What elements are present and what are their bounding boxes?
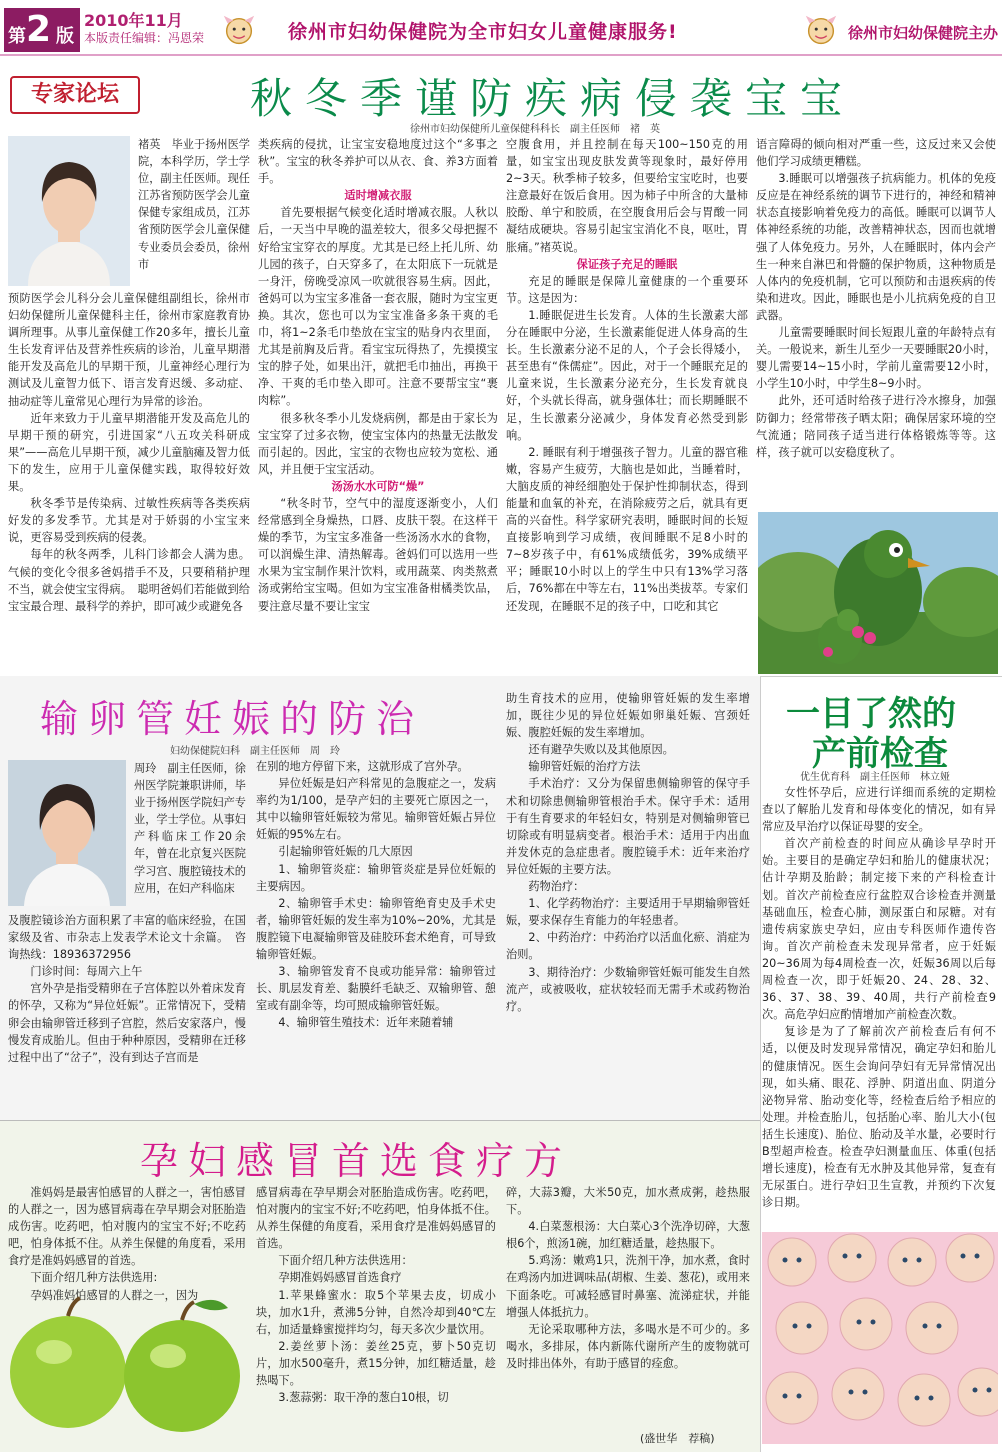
paragraph: 类疾病的侵扰，让宝宝安稳地度过这个“多事之秋”。宝宝的秋冬养护可以从衣、食、养3方面着手。 xyxy=(258,138,498,186)
paragraph: 还有避孕失败以及其他原因。 xyxy=(528,743,674,757)
paragraph: 1、化学药物治疗：主要适用于早期输卵管妊娠，要求保存生育能力的年轻患者。 xyxy=(506,897,750,928)
paragraph: 2、输卵管手术史：输卵管绝育史及手术史者，输卵管妊娠的发生率为10%~20%，尤其是腹腔镜下电凝输卵管及硅胶环套术绝育，可导致输卵管妊娠。 xyxy=(256,896,496,962)
article4-byline: 优生优育科 副主任医师 林立娅 xyxy=(800,772,950,783)
article4-title-line1: 一目了然的 xyxy=(786,694,956,734)
paragraph: 药物治疗： xyxy=(528,880,585,894)
section-tag: 专家论坛 xyxy=(10,76,140,114)
article1-subhead-soup: 汤汤水水可防“燥” xyxy=(331,479,425,493)
paragraph: 空腹食用，并且控制在每天100~150克的用量，如宝宝出现皮肤发黄等现象时，最好停用2~3天。秋季柿子较多，但要给宝宝吃时，也要注意最好在饭后食用。因为柿子中所含的大量柿胶酚、单宁和胶质，在空腹食用后会与胃酸一同凝结成硬块。容易引起宝宝消化不良，呕吐，胃胀痛。”褚英说。 xyxy=(506,138,748,254)
paragraph: 4.白菜葱根汤：大白菜心3个洗净切碎，大葱根6个，煎汤1碗，加红糖适量，趁热服下。 xyxy=(506,1220,750,1251)
article1-col1-intro xyxy=(138,136,250,292)
paragraph: 助生育技术的应用，使输卵管妊娠的发生率增加，既往少见的异位妊娠如卵巢妊娠、宫颈妊娠、腹腔妊娠的发生率增加。 xyxy=(506,692,750,740)
issue-date: 2010年11月 xyxy=(84,11,183,30)
author1-intro: 褚英 毕业于扬州医学院，本科学历，学士学位，副主任医师。现任江苏省预防医学会儿童保健专家组成员，江苏省预防医学会儿童保健专业委员会委员，徐州市 xyxy=(138,138,250,271)
author1-photo xyxy=(8,136,130,286)
paragraph: 预防医学会儿科分会儿童保健组副组长，徐州市妇幼保健所儿童保健科主任，徐州市家庭教育协调所理事。从事儿童保健工作20多年，擅长儿童生长发育评估及营养性疾病的诊治，儿童早期潜能开发及高危儿的早期干预，儿童神经心理行为测试及儿童智力低下、语言发育迟缓、多动症、抽动症等儿童常见心理行为异常的诊治。 xyxy=(8,292,250,408)
paragraph: 此外，还可适时给孩子进行冷水擦身，加强防御力；经常带孩子晒太阳；确保居家环境的空气流通；陪同孩子适当进行体格锻炼等等。这样，孩子就可以安稳度秋了。 xyxy=(756,394,996,459)
article2-subhead-treatment: 输卵管妊娠的治疗方法 xyxy=(528,760,641,774)
paragraph: 门诊时间：每周六上午 xyxy=(30,965,143,979)
page-number-badge xyxy=(4,8,80,52)
baby-dolls-icon xyxy=(762,1232,998,1444)
paragraph: 每年的秋冬两季，儿科门诊都会人满为患。气候的变化令很多爸妈措手不及，只要稍稍护理不当，就会使宝宝得病。 聪明爸妈们若能做到给宝宝最合理、最科学的养护，即可减少或避免各 xyxy=(8,548,250,613)
portrait-icon xyxy=(8,136,130,286)
article2-col3 xyxy=(506,690,750,1118)
page-prefix: 第 xyxy=(8,26,26,47)
paragraph: 异位妊娠是妇产科常见的急腹症之一，发病率约为1/100，是孕产妇的主要死亡原因之一，其中以输卵管妊娠较为常见。输卵管妊娠占异位妊娠的95%左右。 xyxy=(256,777,496,842)
masthead xyxy=(0,0,1002,58)
paragraph: 复诊是为了了解前次产前检查后有何不适，以便及时发现异常情况，确定孕妇和胎儿的健康情况。医生会询问孕妇有无异常情况出现，如头痛、眼花、浮肿、阴道出血、阴道分泌物异常、胎动变化等，经检查后给予相应的处理。并检查胎儿，包括胎心率、胎儿大小(包括生长速度)、胎位、胎动及羊水量，必要时行B型超声检查。检查孕妇测量血压、体重(包括增长速度)，检查有无水肿及其他异常，复查有无尿蛋白。进行孕妇卫生宣教，并预约下次复诊日期。 xyxy=(762,1025,996,1210)
masthead-sponsor: 徐州市妇幼保健院主办 xyxy=(848,24,999,42)
paragraph: 3、期待治疗：少数输卵管妊娠可能发生自然流产，或被吸收，症状较轻而无需手术或药物治疗。 xyxy=(506,965,750,1013)
paragraph: 下面介绍几种方法供选用： xyxy=(278,1254,413,1268)
paragraph: 下面介绍几种方法供选用: xyxy=(30,1271,158,1285)
article3-col3 xyxy=(506,1184,750,1424)
paragraph: 4、输卵管生殖技术：近年来随着辅 xyxy=(278,1016,454,1030)
paragraph: 首先要根据气候变化适时增减衣服。人秋以后，一天当中早晚的温差较大，很多父母把握不好给宝宝穿衣的厚度。尤其是已经上托儿所、幼儿园的孩子，白天穿多了，在太阳底下一玩就是一身汗，傍晚受凉风一吹就很容易生病。因此，爸妈可以为宝宝多准备一套衣服，随时为宝宝更换。其次，您也可以为宝宝准备多条干爽的毛巾，将1~2条毛巾垫放在宝宝的贴身内衣里面，尤其是前胸及后背。看宝宝玩得热了，先摸摸宝宝的脖子处，如果出汗，就把毛巾抽出，再换干净、干爽的毛巾垫入即可。注意不要帮宝宝“裹肉粽”。 xyxy=(258,206,498,408)
page-number: 2 xyxy=(26,9,52,50)
article1-col3 xyxy=(506,136,748,670)
article1-col2 xyxy=(258,136,498,670)
article1-byline: 徐州市妇幼保健所儿童保健科科长 副主任医师 褚 英 xyxy=(410,124,660,135)
paragraph: 手术治疗：又分为保留患侧输卵管的保守手术和切除患侧输卵管根治手术。保守手术：适用于有生育要求的年轻妇女，特别是对侧输卵管已切除或有明显病变者。根治手术：适用于内出血并发休克的急症患者。腹腔镜手术：近年来治疗异位妊娠的主要方法。 xyxy=(506,777,750,876)
article3-col2 xyxy=(256,1184,496,1446)
paragraph: 2、中药治疗：中药治疗以活血化瘀、消症为治则。 xyxy=(506,931,750,962)
paragraph: 语言障碍的倾向相对严重一些，这反过来又会使他们学习成绩更糟糕。 xyxy=(756,138,996,169)
paragraph: 及腹腔镜诊治方面积累了丰富的临床经验，在国家级及省、市杂志上发表学术论文十余篇。 咨询热线：18936372956 xyxy=(8,914,246,962)
paragraph: 首次产前检查的时间应从确诊早孕时开始。主要目的是确定孕妇和胎儿的健康状况；估计孕期及胎龄；制定接下来的产科检查计划。首次产前检查应行盆腔双合诊检查并测量基础血压，检查心肺，测尿蛋白和尿糖。对有遗传病家族史孕妇，应由专科医师作遗传咨询。首次产前检查未发现异常者，应于妊娠20~36周为每4周检查一次，妊娠36周以后每周检查一次，即于妊娠20、24、28、32、36、37、38、39、40周，共行产前检查9次。高危孕妇应酌情增加产前检查次数。 xyxy=(762,837,996,1022)
paragraph: 3.葱蒜粥：取干净的葱白10根，切 xyxy=(278,1391,449,1405)
paragraph: 1、输卵管炎症：输卵管炎症是异位妊娠的主要病因。 xyxy=(256,862,496,893)
portrait-icon xyxy=(8,760,126,906)
paragraph: “秋冬时节，空气中的湿度逐渐变小，人们经常感到全身燥热，口唇、皮肤干裂。在这样干燥的季节，为宝宝多准备一些汤汤水水的食物，可以润燥生津、清热解毒。爸妈们可以选用一些水果为宝宝制作果汁饮料，或用蔬菜、肉类熬煮汤或粥给宝宝喝。但如为宝宝准备柑橘类饮品，要注意尽量不要让宝宝 xyxy=(258,496,498,613)
paragraph: 1.睡眠促进生长发育。人体的生长激素大部分在睡眠中分泌，生长激素能促进人体身高的生长。生长激素分泌不足的人，个子会长得矮小，甚至患有“侏儒症”。因此，对于一个睡眠充足的儿童来说，生长激素分泌充分，生长发育就良好，个头就长得高，就身强体壮；而长期睡眠不足，生长激素分泌减少，身体发育必然受到影响。 xyxy=(506,308,748,442)
babies-photo xyxy=(762,1232,998,1444)
article2-title: 输卵管妊娠的防治 xyxy=(40,697,425,741)
paragraph: 无论采取哪种方法，多喝水是不可少的。多喝水，多排尿，体内新陈代谢所产生的废物就可及时排出体外，有助于感冒的痊愈。 xyxy=(506,1322,750,1370)
page-editor: 本版责任编辑：冯恩荣 xyxy=(84,31,205,45)
article2-subhead-causes: 引起输卵管妊娠的几大原因 xyxy=(278,845,413,859)
page-suffix: 版 xyxy=(56,26,74,47)
paragraph: 很多秋冬季小儿发烧病例，都是由于家长为宝宝穿了过多衣物，使宝宝体内的热量无法散发而引起的。因此，宝宝的衣物也应较为宽松、通风，并且便于宝宝活动。 xyxy=(258,411,498,476)
masthead-slogan: 徐州市妇幼保健院为全市妇女儿童健康服务! xyxy=(288,21,678,43)
section-divider xyxy=(0,1120,760,1121)
article3-credit: (盛世华 荐稿) xyxy=(640,1432,715,1445)
article1-subhead-sleep: 保证孩子充足的睡眠 xyxy=(576,257,678,271)
paragraph: 准妈妈是最害怕感冒的人群之一，害怕感冒的人群之一，因为感冒病毒在孕早期会对胚胎造成伤害。吃药吧，怕对腹内的宝宝不好;不吃药吧，怕身体抵不住。从养生保健的角度看，采用食疗是准妈妈感冒的首选。 xyxy=(8,1186,246,1268)
paragraph: 碎，大蒜3瓣，大米50克，加水煮成粥，趁热服下。 xyxy=(506,1186,750,1217)
green-apples-icon xyxy=(6,1290,246,1440)
paragraph: 1.苹果蜂蜜水：取5个苹果去皮，切成小块，加水1升，煮沸5分钟，自然冷却到40℃左右，加适量蜂蜜搅拌均匀，每天多次少量饮用。 xyxy=(256,1288,496,1336)
cartoon-baby-icon xyxy=(220,12,258,50)
cartoon-baby-icon xyxy=(802,12,840,50)
paragraph: 宫外孕是指受精卵在子宫体腔以外着床发育的怀孕，又称为“异位妊娠”。正常情况下，受精卵会由输卵管迁移到子宫腔，然后安家落户，慢慢发育成胎儿。但由于种种原因，受精卵在迁移过程中出了“岔子”，没有到达子宫而是 xyxy=(8,982,246,1064)
paragraph: 充足的睡眠是保障儿童健康的一个重要环节。这是因为： xyxy=(506,274,748,305)
article1-col1 xyxy=(8,290,250,670)
article3-subhead-recipes: 孕期准妈妈感冒首选食疗 xyxy=(278,1271,402,1285)
paragraph: 在别的地方停留下来，这就形成了宫外孕。 xyxy=(256,760,469,773)
paragraph: 感冒病毒在孕早期会对胚胎造成伤害。吃药吧，怕对腹内的宝宝不好;不吃药吧，怕身体抵不住。从养生保健的角度看，采用食疗是准妈妈感冒的首选。 xyxy=(256,1186,496,1251)
topiary-photo xyxy=(758,512,998,674)
paragraph: 秋冬季节是传染病、过敏性疾病等各类疾病好发的多发季节。尤其是对于娇弱的小宝宝来说，更容易受到疾病的侵袭。 xyxy=(8,497,250,545)
article4-title-line2: 产前检查 xyxy=(812,734,948,774)
article1-title: 秋冬季谨防疾病侵袭宝宝 xyxy=(250,74,856,123)
column-divider xyxy=(760,676,761,1452)
paragraph: 孕妈准妈怕感冒的人群之一，因为 xyxy=(30,1288,199,1302)
article1-subhead-clothing: 适时增减衣服 xyxy=(344,189,412,203)
article2-byline: 妇幼保健院妇科 副主任医师 周 玲 xyxy=(170,746,340,757)
article3-title: 孕妇感冒首选食疗方 xyxy=(140,1139,573,1183)
paragraph: 3、输卵管发育不良或功能异常：输卵管过长、肌层发育差、黏膜纤毛缺乏、双输卵管、憩室或有副伞等，均可照成输卵管妊娠。 xyxy=(256,965,496,1013)
article1-col4 xyxy=(756,136,996,508)
article2-col1-intro xyxy=(134,760,246,910)
paragraph: 儿童需要睡眠时间长短跟儿童的年龄特点有关。一般说来，新生儿至少一天要睡眠20小时，婴儿需要14~15小时，学前儿童需要12小时，小学生10小时，中学生8~9小时。 xyxy=(756,326,996,391)
article4-body xyxy=(762,784,996,1228)
author2-intro: 周玲 副主任医师，徐州医学院兼职讲师，毕业于扬州医学院妇产专业，学士学位。从事妇产科临床工作20余年，曾在北京复兴医院学习宫、腹腔镜技术的应用，在妇产科临床 xyxy=(134,762,246,895)
article2-col1 xyxy=(8,912,246,1118)
paragraph: 近年来致力于儿童早期潜能开发及高危儿的早期干预的研究，引进国家“八五攻关科研成果”——高危儿早期干预，减少儿童脑瘫及智力低下的发生，应用于儿童保健实践，取得较好效果。 xyxy=(8,411,250,494)
article2-col2 xyxy=(256,758,496,1118)
paragraph: 3.睡眠可以增强孩子抗病能力。机体的免疫反应是在神经系统的调节下进行的，神经和精神状态直接影响着免疫力的高低。睡眠可以调节人体神经系统的功能，改善精神状态，因而也就增强了人体免疫力。另外，人在睡眠时，体内会产生一种来自淋巴和骨髓的保护物质，这种物质是人体内的免疫机制，它可以预防和击退疾病的传染和进攻。因此，睡眠也是小儿抗病免疫的自卫武器。 xyxy=(756,172,996,322)
paragraph: 5.鸡汤：嫩鸡1只，洗剂干净，加水煮，食时在鸡汤内加进调味品(胡椒、生姜、葱花)，或用来下面条吃。可减轻感冒时鼻塞、流涕症状，并能增强人体抵抗力。 xyxy=(506,1254,750,1319)
topiary-bird-icon xyxy=(758,512,998,674)
paragraph: 2.姜丝萝卜汤：姜丝25克，萝卜50克切片，加水500毫升，煮15分钟，加红糖适量，趁热喝下。 xyxy=(256,1339,496,1388)
paragraph: 女性怀孕后，应进行详细而系统的定期检查以了解胎儿发育和母体变化的情况，如有异常应及早治疗以保证母婴的安全。 xyxy=(762,786,996,834)
author2-photo xyxy=(8,760,126,906)
paragraph: 2. 睡眠有利于增强孩子智力。儿童的器官稚嫩，容易产生疲劳，大脑也是如此，当睡着时，大脑皮质的神经细胞处于保护性抑制状态，得到能量和血氧的补充，在消除疲劳之后，就具有更高的兴奋性。科学家研究表明，睡眠时间的长短直接影响到学习成绩，夜间睡眠不足8小时的7~8岁孩子中，有61%成绩低劣，39%成绩平平；睡眠10小时以上的学生中只有13%学习落后，76%都在中等左右，11%出类拔萃。专家们还发现，在睡眠不足的孩子中，口吃和其它 xyxy=(506,445,748,613)
